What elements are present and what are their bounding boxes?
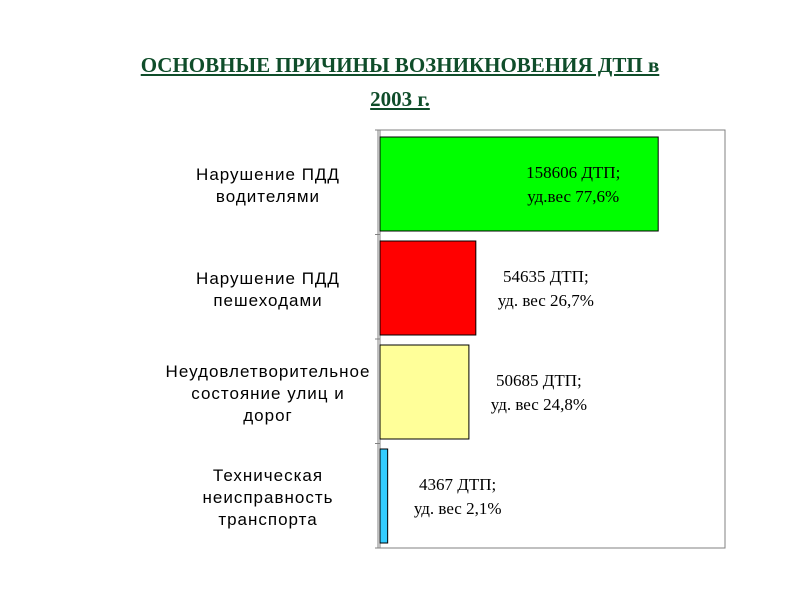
category-label-1: Нарушение ПДД водителями	[196, 165, 340, 206]
chart-title-line-1: ОСНОВНЫЕ ПРИЧИНЫ ВОЗНИКНОВЕНИЯ ДТП в	[140, 53, 660, 77]
data-label-1: 158606 ДТП; уд.вес 77,6%	[526, 163, 621, 206]
bar-2	[380, 241, 476, 335]
bar-4	[380, 449, 388, 543]
category-label-4: Техническая неисправность транспорта	[202, 466, 334, 529]
bar-3	[380, 345, 469, 439]
chart-title-line-2: 2003 г.	[370, 87, 430, 111]
data-label-3: 50685 ДТП; уд. вес 24,8%	[490, 371, 587, 414]
data-label-2: 54635 ДТП; уд. вес 26,7%	[497, 267, 594, 310]
bar-1	[380, 137, 658, 231]
data-label-4: 4367 ДТП; уд. вес 2,1%	[413, 475, 502, 518]
category-label-2: Нарушение ПДД пешеходами	[196, 269, 340, 310]
category-label-3: Неудовлетворительное состояние улиц и дорог	[165, 362, 371, 425]
